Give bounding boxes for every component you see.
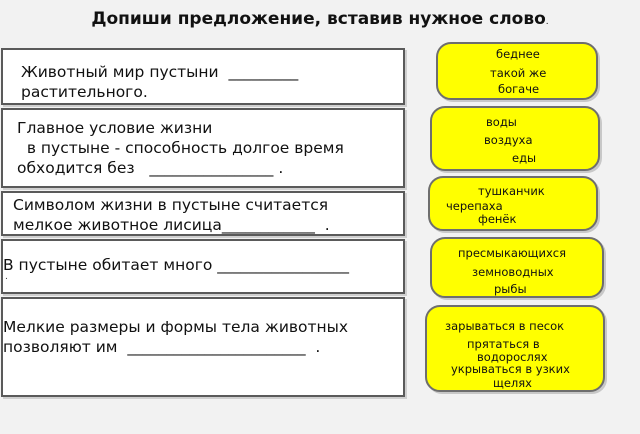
option-word-tushkanchik[interactable]: тушканчик: [478, 184, 545, 198]
answer-option-group-1[interactable]: [436, 42, 598, 100]
option-word-vodoroslyah[interactable]: водорослях: [477, 350, 548, 364]
page-title-text: Допиши предложение, вставив нужное слово: [91, 9, 546, 29]
option-word-presmykayushchihsya[interactable]: пресмыкающихся: [458, 246, 566, 260]
option-word-fenek[interactable]: фенёк: [478, 212, 517, 226]
option-word-takoy-zhe[interactable]: такой же: [490, 66, 547, 80]
option-word-zaryvatsya-v-pesok[interactable]: зарываться в песок: [445, 319, 565, 333]
option-word-bednee[interactable]: беднее: [496, 47, 540, 61]
option-word-ukryvatsya-v-uzkih[interactable]: укрываться в узких: [451, 362, 570, 376]
sentence-box-5[interactable]: [1, 297, 405, 397]
option-word-vozduha[interactable]: воздуха: [484, 133, 533, 147]
sentence-text-3: Символом жизни в пустыне считается мелкое животное лисица____________ .: [13, 196, 330, 234]
answer-option-group-5[interactable]: [425, 305, 605, 392]
option-word-shchelyah[interactable]: щелях: [493, 376, 532, 390]
option-word-cherepaha[interactable]: черепаха: [446, 199, 503, 213]
sentence-text-5: Мелкие размеры и формы тела животных позволяют им _______________________ .: [3, 318, 349, 356]
sentence-box-4[interactable]: [1, 239, 405, 294]
option-word-vody[interactable]: воды: [486, 115, 517, 129]
sentence-text-4: В пустыне обитает много _________________: [3, 256, 350, 274]
option-word-ryby[interactable]: рыбы: [494, 282, 527, 296]
option-word-edy[interactable]: еды: [512, 151, 537, 165]
answer-option-group-3[interactable]: [428, 176, 598, 231]
page-title-dot: .: [545, 17, 549, 27]
answer-option-group-2[interactable]: [430, 106, 600, 171]
option-word-zemnovodnyh[interactable]: земноводных: [472, 265, 554, 279]
sentence-box-2[interactable]: [1, 108, 405, 188]
sentence-box-1[interactable]: [1, 48, 405, 105]
sentence-text-1: Животный мир пустыни _________ растительного.: [21, 63, 299, 101]
option-word-bogache[interactable]: богаче: [498, 82, 540, 96]
sentence-text-2: Главное условие жизни в пустыне - способность долгое время обходится без ________________ .: [17, 119, 344, 177]
sentence-box-3[interactable]: [1, 191, 405, 236]
sentence-4-trailing-dot: .: [5, 272, 8, 282]
option-word-pryatatsya-v[interactable]: прятаться в: [467, 337, 540, 351]
page-title: [0, 9, 640, 29]
answer-option-group-4[interactable]: [430, 237, 604, 298]
